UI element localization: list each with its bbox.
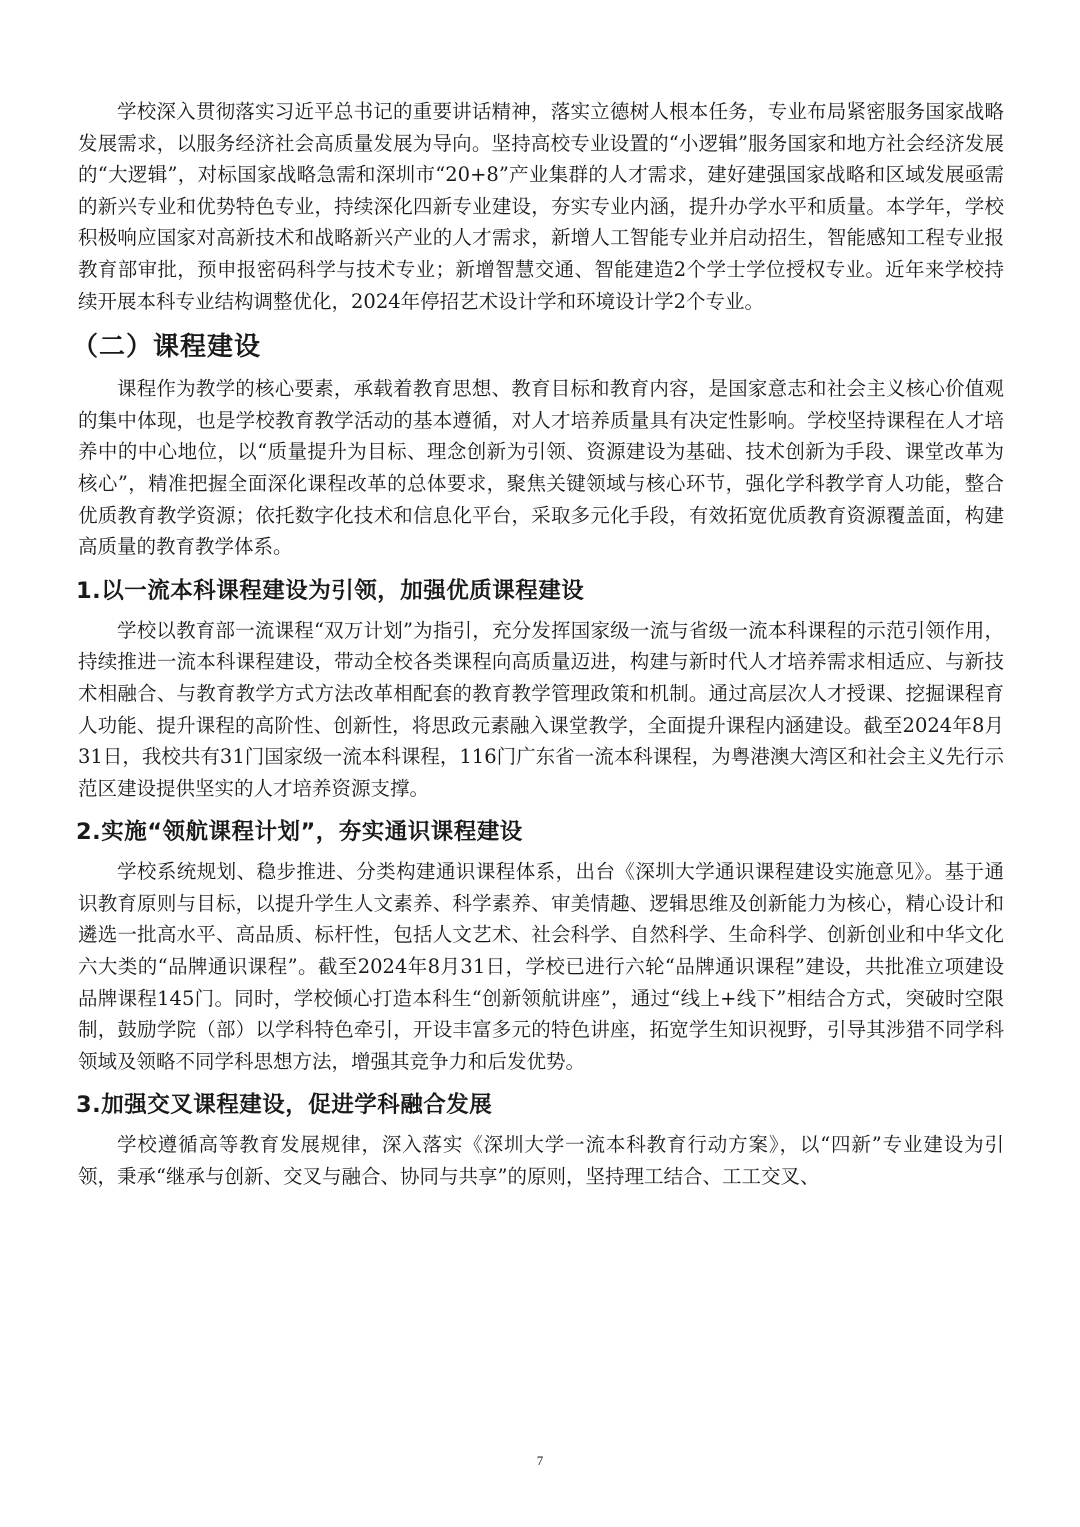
paragraph-interdisciplinary: 学校遵循高等教育发展规律，深入落实《深圳大学一流本科教育行动方案》，以“四新”专业建设为引领，秉承“继承与创新、交叉与融合、协同与共享”的原则，坚持理工结合、工工交叉、 [78, 1133, 1004, 1189]
subheading-navigation-courses: 2.实施“领航课程计划”，夯实通识课程建设 [76, 819, 523, 846]
paragraph-general-education: 学校系统规划、稳步推进、分类构建通识课程体系，出台《深圳大学通识课程建设实施意见》。基于通识教育原则与目标，以提升学生人文素养、科学素养、审美情趣、逻辑思维及创新能力为核心，精心设计和遴选一批高水平、高品质、标杆性，包括人文艺术、社会科学、自然科学、生命科学、创新创业和中华文化六大类的“品牌通识课程”。截至2024年8月31日，学校已进行六轮“品牌通识课程”建设，共批准立项建设品牌课程145门。同时，学校倾心打造本科生“创新领航讲座”，通过“线上+线下”相结合方式，突破时空限制，鼓励学院（部）以学科特色牵引，开设丰富多元的特色讲座，拓宽学生知识视野，引导其涉猎不同学科领域及领略不同学科思想方法，增强其竞争力和后发优势。 [78, 860, 1004, 1073]
paragraph-first-class-courses: 学校以教育部一流课程“双万计划”为指引，充分发挥国家级一流与省级一流本科课程的示范引领作用，持续推进一流本科课程建设，带动全校各类课程向高质量迈进，构建与新时代人才培养需求相适应、与新技术相融合、与教育教学方式方法改革相配套的教育教学管理政策和机制。通过高层次人才授课、挖掘课程育人功能、提升课程的高阶性、创新性，将思政元素融入课堂教学，全面提升课程内涵建设。截至2024年8月31日，我校共有31门国家级一流本科课程，116门广东省一流本科课程，为粤港澳大湾区和社会主义先行示范区建设提供坚实的人才培养资源支撑。 [78, 618, 1004, 800]
section-heading-course-building: （二）课程建设 [72, 332, 262, 363]
paragraph-major-layout: 学校深入贯彻落实习近平总书记的重要讲话精神，落实立德树人根本任务，专业布局紧密服务国家战略发展需求，以服务经济社会高质量发展为导向。坚持高校专业设置的“小逻辑”服务国家和地方社会经济发展的“大逻辑”，对标国家战略急需和深圳市“20+8”产业集群的人才需求，建好建强国家战略和区域发展亟需的新兴专业和优势特色专业，持续深化四新专业建设，夯实专业内涵，提升办学水平和质量。本学年，学校积极响应国家对高新技术和战略新兴产业的人才需求，新增人工智能专业并启动招生，智能感知工程专业报教育部审批，预申报密码科学与技术专业；新增智慧交通、智能建造2个学士学位授权专业。近年来学校持续开展本科专业结构调整优化，2024年停招艺术设计学和环境设计学2个专业。 [78, 100, 1004, 313]
subheading-first-class-courses: 1.以一流本科课程建设为引领，加强优质课程建设 [76, 577, 585, 604]
document-body [72, 96, 1004, 1193]
paragraph-course-intro: 课程作为教学的核心要素，承载着教育思想、教育目标和教育内容，是国家意志和社会主义核心价值观的集中体现，也是学校教育教学活动的基本遵循，对人才培养质量具有决定性影响。学校坚持课程在人才培养中的中心地位，以“质量提升为目标、理念创新为引领、资源建设为基础、技术创新为手段、课堂改革为核心”，精准把握全面深化课程改革的总体要求，聚焦关键领域与核心环节，强化学科教学育人功能，整合优质教育教学资源；依托数字化技术和信息化平台，采取多元化手段，有效拓宽优质教育资源覆盖面，构建高质量的教育教学体系。 [78, 377, 1004, 559]
page-number: 7 [536, 1453, 544, 1468]
subheading-interdisciplinary-courses: 3.加强交叉课程建设，促进学科融合发展 [76, 1092, 493, 1119]
